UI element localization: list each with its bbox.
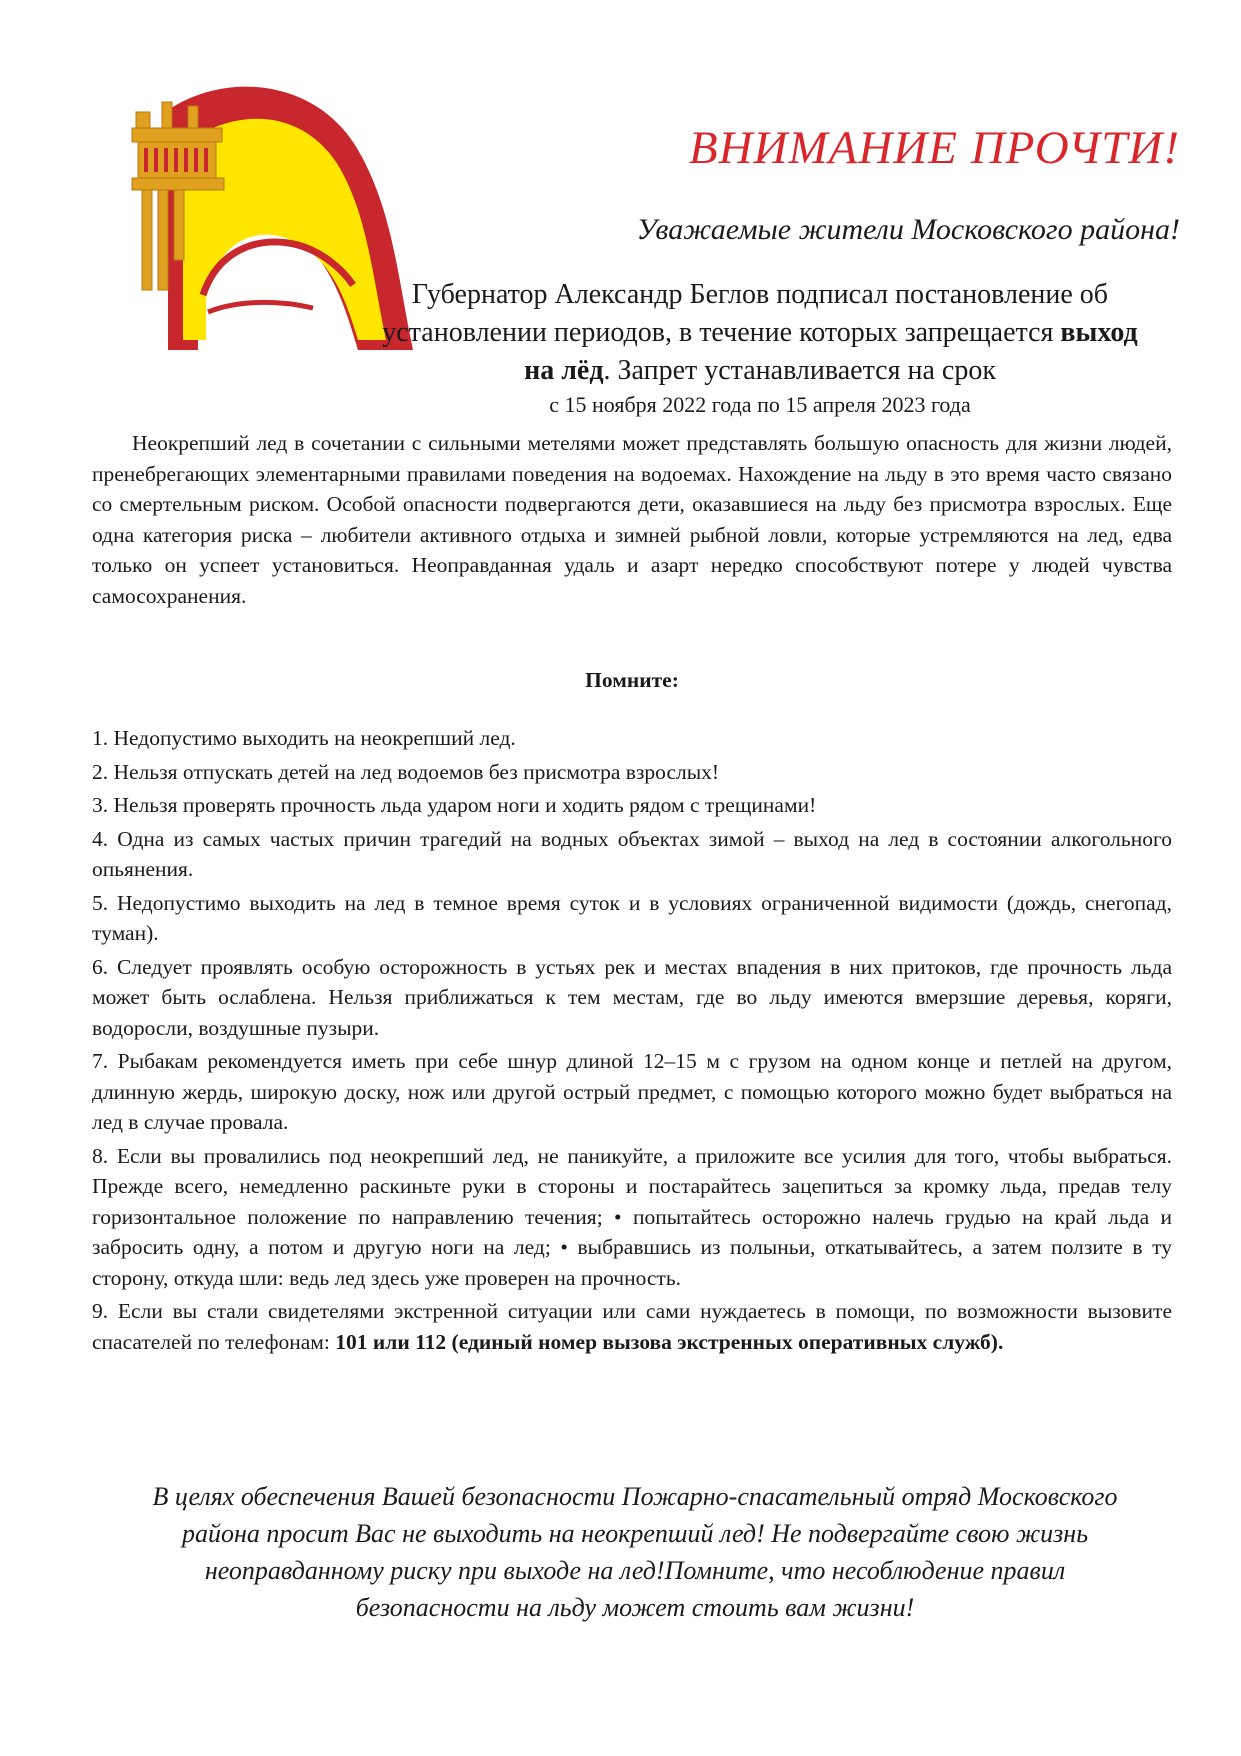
rule-item: 7. Рыбакам рекомендуется иметь при себе шнур длиной 12–15 м с грузом на одном конце и петлей на другом, длинную жердь, широкую доску, нож или другой острый предмет, с помощью которого можно будет выбраться на лед в случае провала. — [92, 1049, 1172, 1134]
rule-item: 3. Нельзя проверять прочность льда ударом ноги и ходить рядом с трещинами! — [92, 793, 817, 817]
rule-9-text: 9. Если вы стали свидетелями экстренной ситуации или сами нуждаетесь в помощи, по возможности вызовите спасателей по телефонам: — [92, 1299, 1172, 1354]
rule-item: 5. Недопустимо выходить на лед в темное время суток и в условиях ограниченной видимости (дождь, снегопад, туман). — [92, 890, 1172, 945]
decree-text: Губернатор Александр Беглов подписал постановление об установлении периодов, в течение которых запрещается — [382, 279, 1109, 348]
emergency-numbers: 101 или 112 (единый номер вызова экстренных оперативных служб). — [335, 1329, 1004, 1354]
page-title: ВНИМАНИЕ ПРОЧТИ! — [688, 122, 1180, 174]
rule-item: 2. Нельзя отпускать детей на лед водоемов без присмотра взрослых! — [92, 759, 720, 784]
fire-helmet-logo — [128, 50, 418, 380]
decree-notice — [380, 276, 1140, 420]
decree-text-2: . Запрет устанавливается на срок — [603, 355, 996, 386]
closing-appeal: В целях обеспечения Вашей безопасности Пожарно-спасательный отряд Московского района просит Вас не выходить на неокрепший лед! Не подвергайте свою жизнь неоправданному риску при выходе на лед!Помните, что несоблюдение правил безопасности на льду может стоить вам жизни! — [152, 1482, 1118, 1622]
remember-heading: Помните: — [585, 668, 679, 692]
rule-item: 1. Недопустимо выходить на неокрепший лед. — [92, 726, 516, 750]
rule-item: 4. Одна из самых частых причин трагедий на водных объектах зимой – выход на лед в состоянии алкогольного опьянения. — [92, 826, 1172, 881]
decree-dates: с 15 ноября 2022 года по 15 апреля 2023 года — [549, 392, 971, 417]
rules-list — [92, 723, 1172, 1360]
rule-item: 6. Следует проявлять особую осторожность в устьях рек и местах впадения в них притоков, где прочность льда может быть ослаблена. Нельзя приближаться к тем местам, где во льду имеются вмерзшие деревья, коряги, водоросли, воздушные пузыри. — [92, 954, 1172, 1040]
rule-item: 8. Если вы провалились под неокрепший лед, не паникуйте, а приложите все усилия для того, чтобы выбраться. Прежде всего, немедленно раскиньте руки в стороны и постарайтесь зацепиться за кромку льда, предав телу горизонтальное положение по направлению течения; • попытайтесь осторожно налечь грудью на край льда и забросить одну, а потом и другую ноги на лед; • выбравшись из полыньи, откатывайтесь, а затем ползите в ту сторону, откуда шли: ведь лед здесь уже проверен на прочность. — [92, 1143, 1172, 1290]
intro-paragraph: Неокрепший лед в сочетании с сильными метелями может представлять большую опасность для жизни людей, пренебрегающих элементарными правилами поведения на водоемах. Нахождение на льду в это время часто связано со смертельным риском. Особой опасности подвергаются дети, оказавшиеся на льду без присмотра взрослых. Еще одна категория риска – любители активного отдыха и зимней рыбной ловли, которые устремляются на лед, едва только он успеет установиться. Неоправданная удаль и азарт нередко способствуют потере у людей чувства самосохранения. — [92, 431, 1172, 608]
decree-bold: выход на лёд — [524, 317, 1138, 386]
rule-item-9 — [92, 1296, 1172, 1357]
greeting: Уважаемые жители Московского района! — [636, 213, 1180, 246]
